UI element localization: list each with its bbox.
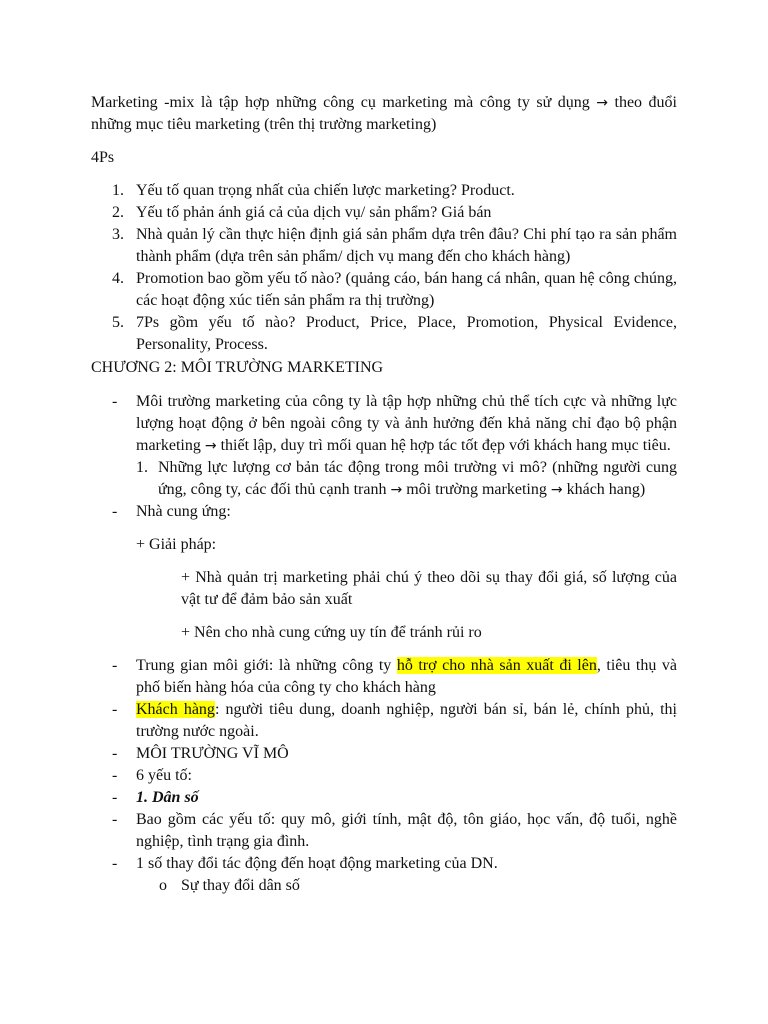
- intro-paragraph: Marketing -mix là tập hợp những công cụ marketing mà công ty sử dụng → theo đuổi những mục tiêu marketing (trên thị trường marketing): [91, 94, 678, 133]
- solution-item: + Nhà quản trị marketing phải chú ý theo dõi sụ thay đổi giá, số lượng của vật tư để đảm bảo sản xuất: [181, 569, 677, 608]
- document-page: [91, 92, 677, 897]
- list-item: 2. Yếu tố phản ánh giá cả của dịch vụ/ sản phẩm? Giá bán: [112, 204, 492, 221]
- micro-forces-item: 1. Những lực lượng cơ bản tác động trong môi trường vi mô? (những người cung ứng, công ty, các đối thủ cạnh tranh → môi trường marketing → khách hang): [136, 459, 677, 498]
- dash-item-customer: - Khách hàng: người tiêu dung, doanh nghiệp, người bán sỉ, bán lẻ, chính phủ, thị trường nước ngoài.: [112, 701, 677, 740]
- right-arrow-icon: →: [550, 482, 563, 498]
- dash-item-environment: - Môi trường marketing của công ty là tập hợp những chủ thể tích cực và những lực lượng hoạt động ở bên ngoài công ty và ảnh hưởng đến khả năng chỉ đạo bộ phận marketing → thiết lập, duy trì mối quan hệ hợp tác tốt đẹp với khách hang mục tiêu.: [112, 393, 677, 454]
- highlighted-text: hỗ trợ cho nhà sản xuất đi lên: [396, 657, 597, 674]
- dash-item-includes: - Bao gồm các yếu tố: quy mô, giới tính, mật độ, tôn giáo, học vấn, độ tuổi, nghề nghiệp, tình trạng gia đình.: [112, 811, 677, 850]
- dash-item-demography: - 1. Dân số: [112, 789, 199, 806]
- list-item: 4. Promotion bao gồm yếu tố nào? (quảng cáo, bán hang cá nhân, quan hệ công chúng, các hoạt động xúc tiến sản phẩm ra thị trường): [112, 270, 677, 309]
- circle-bullet-icon: o: [159, 877, 167, 894]
- dash-item-six-factors: - 6 yếu tố:: [112, 767, 192, 784]
- solution-heading: + Giải pháp:: [136, 536, 217, 553]
- right-arrow-icon: →: [390, 482, 403, 498]
- dash-item-intermediary: - Trung gian môi giới: là những công ty hỗ trợ cho nhà sản xuất đi lên, tiêu thụ và phố biến hàng hóa của công ty cho khách hàng: [112, 657, 677, 696]
- right-arrow-icon: →: [204, 438, 217, 454]
- right-arrow-icon: →: [596, 95, 608, 111]
- fourps-heading: 4Ps: [91, 149, 115, 166]
- dash-item-macro: - MÔI TRƯỜNG VĨ MÔ: [112, 745, 289, 762]
- circle-bullet-item: o Sự thay đổi dân số: [91, 875, 677, 897]
- fourps-list: [91, 180, 677, 356]
- chapter-heading: CHƯƠNG 2: MÔI TRƯỜNG MARKETING: [91, 359, 384, 376]
- list-item: 1. Yếu tố quan trọng nhất của chiến lược marketing? Product.: [112, 182, 515, 199]
- list-item: 3. Nhà quản lý cần thực hiện định giá sản phẩm dựa trên đâu? Chi phí tạo ra sản phẩm thành phẩm (dựa trên sản phẩm/ dịch vụ mang đến cho khách hàng): [112, 226, 677, 265]
- solution-item: + Nên cho nhà cung cứng uy tín để tránh rủi ro: [181, 624, 482, 641]
- dash-item-change: - 1 số thay đổi tác động đến hoạt động marketing của DN.: [112, 855, 498, 872]
- list-item: 5. 7Ps gồm yếu tố nào? Product, Price, Place, Promotion, Physical Evidence, Personality, Process.: [112, 314, 677, 353]
- dash-item-supplier: - Nhà cung ứng:: [112, 503, 231, 520]
- highlighted-text: Khách hàng: [136, 701, 215, 718]
